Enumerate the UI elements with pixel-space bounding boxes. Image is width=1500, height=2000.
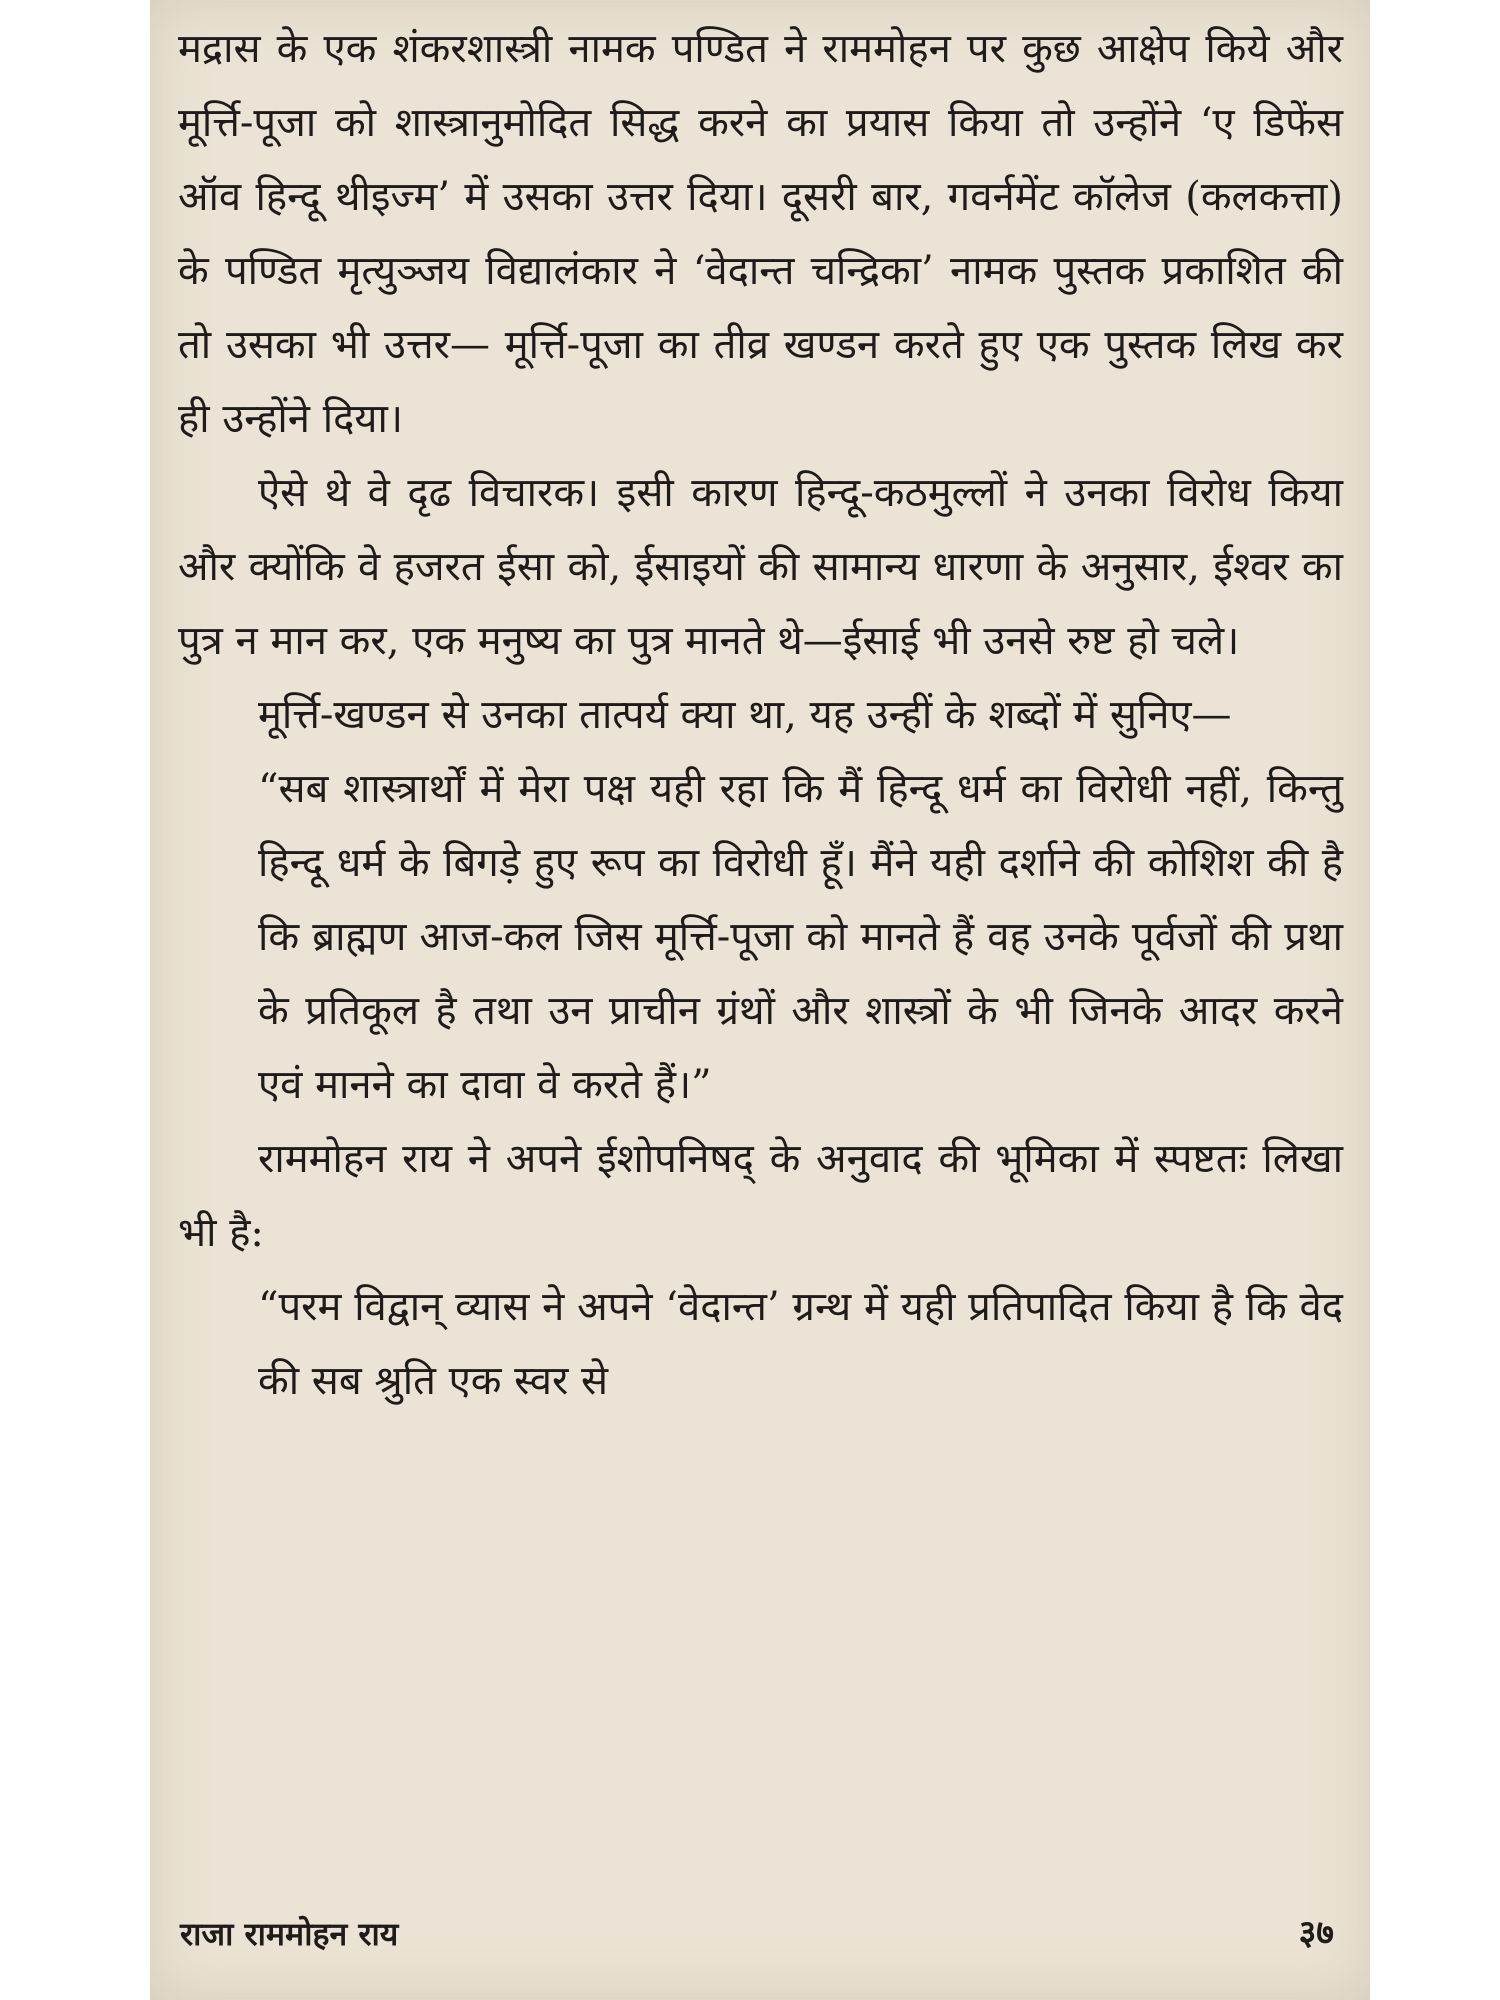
paragraph-continuation: मद्रास के एक शंकरशास्त्री नामक पण्डित ने राममोहन पर कुछ आक्षेप किये और मूर्त्ति-पूजा को शास्त्रानुमोदित सिद्ध करने का प्रयास किया तो उन्होंने ‘ए डिफेंस ऑव हिन्दू थीइज्म’ में उसका उत्तर दिया। दूसरी बार, गवर्नमेंट कॉलेज (कलकत्ता) के पण्डित मृत्युञ्जय विद्यालंकार ने ‘वेदान्त चन्द्रिका’ नामक पुस्तक प्रकाशित की तो उसका भी उत्तर— मूर्त्ति-पूजा का तीव्र खण्डन करते हुए एक पुस्तक लिख कर ही उन्होंने दिया। bbox=[178, 26, 1343, 442]
paragraph-intro-quote: मूर्त्ति-खण्डन से उनका तात्पर्य क्या था, यह उन्हीं के शब्दों में सुनिए— bbox=[258, 692, 1232, 738]
scanned-page bbox=[150, 0, 1370, 2000]
page-body bbox=[178, 12, 1343, 1418]
page-number: ३७ bbox=[1298, 1913, 1334, 1953]
paragraph-thinker: ऐसे थे वे दृढ विचारक। इसी कारण हिन्दू-कठमुल्लों ने उनका विरोध किया और क्योंकि वे हजरत ईसा को, ईसाइयों की सामान्य धारणा के अनुसार, ईश्वर का पुत्र न मान कर, एक मनुष्य का पुत्र मानते थे—ईसाई भी उनसे रुष्ट हो चले। bbox=[178, 470, 1343, 664]
block-quote-vyas: “परम विद्वान् व्यास ने अपने ‘वेदान्त’ ग्रन्थ में यही प्रतिपादित किया है कि वेद की सब श्रुति एक स्वर से bbox=[258, 1284, 1343, 1404]
block-quote-shastrarth: “सब शास्त्रार्थों में मेरा पक्ष यही रहा कि मैं हिन्दू धर्म का विरोधी नहीं, किन्तु हिन्दू धर्म के बिगड़े हुए रूप का विरोधी हूँ। मैंने यही दर्शाने की कोशिश की है कि ब्राह्मण आज-कल जिस मूर्त्ति-पूजा को मानते हैं वह उनके पूर्वजों की प्रथा के प्रतिकूल है तथा उन प्राचीन ग्रंथों और शास्त्रों के भी जिनके आदर करने एवं मानने का दावा वे करते हैं।” bbox=[258, 766, 1343, 1108]
paragraph-ishopanishad: राममोहन राय ने अपने ईशोपनिषद् के अनुवाद की भूमिका में स्पष्टतः लिखा भी है: bbox=[178, 1136, 1343, 1256]
running-footer-title: राजा राममोहन राय bbox=[180, 1915, 399, 1953]
